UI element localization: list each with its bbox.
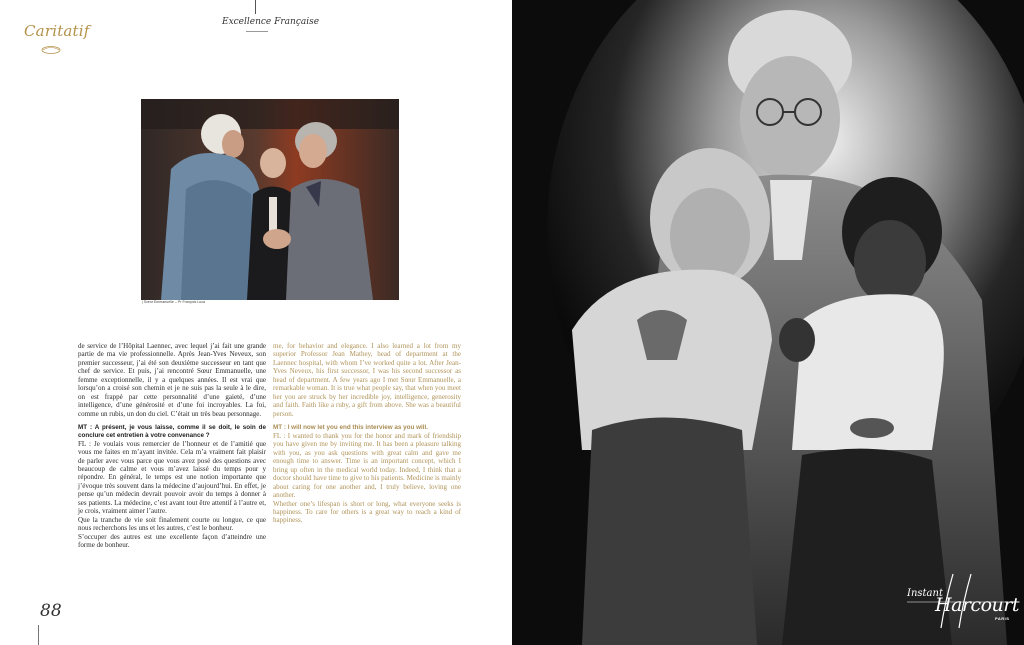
header-rule xyxy=(255,0,256,14)
article-column-french xyxy=(78,342,266,550)
english-paragraph: me, for behavior and elegance. I also learned a lot from my superior Professor Jean Mathey, head of department at the Laennec hospital, with whom I’ve worked quite a lot. After Jean-Yves Neveux, his first successor, I was his second successor as head of department. A few years ago I met Sœur Emmanuelle, a remarkable woman. It is true what people say, that when you meet her you are struck by her incredible joy, intelligence, generosity and faith. Faith like a ruby, a gift from above. She was a beautiful person. xyxy=(273,342,461,418)
footer-rule xyxy=(38,625,39,645)
portrait-photo xyxy=(512,0,1024,645)
ornament-logo-icon xyxy=(40,42,62,60)
brand-city: PARIS xyxy=(995,616,1010,621)
french-question: MT : A présent, je vous laisse, comme il se doit, le soin de conclure cet entretien à votre convenance ? xyxy=(78,424,266,439)
brand-name: Harcourt xyxy=(935,594,1020,616)
french-paragraph: Que la tranche de vie soit finalement courte ou longue, ce que nous recherchons les uns et les autres, c’est le bonheur. xyxy=(78,515,266,533)
brand-instant: Instant xyxy=(907,588,943,599)
french-paragraph: FL : Je voulais vous remercier de l’honneur et de l’amitié que vous me faites en m’ayant invitée. Cela m’a vraiment fait plaisir de parler avec vous parce que vous avez posé des questions avec beaucoup de calme et vous m’avez laissé du temps pour y répondre. En général, le temps est une notion importante que j’évoque très souvent dans la médecine d’aujourd’hui. En effet, je pense qu’un médecin devrait pouvoir avoir du temps à donner à ses patients. La médecine, c’est avant tout être attentif à l’autre et, je crois, vraiment aimer l’autre. xyxy=(78,439,266,516)
article-photo xyxy=(141,99,399,300)
french-paragraph: S’occuper des autres est une excellente façon d’atteindre une forme de bonheur. xyxy=(78,532,266,550)
header-divider xyxy=(246,31,268,32)
english-paragraph: FL : I wanted to thank you for the honor and mark of friendship you have given me by inviting me. It has been a pleasure talking with you, as you ask questions with great calm and gave me enough time to answer. Time is an important concept, which I bring up often in the medical world today. Indeed, I think that a doctor should have time to give to his patients. Medicine is mainly about caring for one another and, I truly believe, loving one another. xyxy=(273,431,461,500)
photo-caption: | Sœur Emmanuelle – Pr François Luca xyxy=(142,300,206,304)
harcourt-logo xyxy=(905,572,1020,632)
section-label: Caritatif xyxy=(24,22,90,40)
page-number: 88 xyxy=(40,601,62,621)
article-column-english xyxy=(273,342,461,525)
right-page xyxy=(512,0,1024,645)
running-title: Excellence Française xyxy=(222,17,320,27)
french-paragraph: de service de l’Hôpital Laennec, avec lequel j’ai fait une grande partie de ma vie professionnelle. Après Jean-Yves Neveux, son premier successeur, j’ai été son deuxième successeur en tant que chef de service. Et puis, j’ai rencontré Sœur Emmanuelle, une femme exceptionnelle, il y a quelques années. Il est vrai que lorsqu’on a croisé son chemin et je ne suis pas la seule à le dire, on est frappé par cette personnalité d’une gaieté, d’une intelligence, d’une générosité et d’une foi incroyables. La foi, comme un rubis, un don du ciel. C’était un très beau personnage. xyxy=(78,342,266,418)
english-question: MT : I will now let you end this interview as you will. xyxy=(273,424,428,432)
english-paragraph: Whether one’s lifespan is short or long, what everyone seeks is happiness. To care for others is a great way to reach a kind of happiness. xyxy=(273,499,461,525)
